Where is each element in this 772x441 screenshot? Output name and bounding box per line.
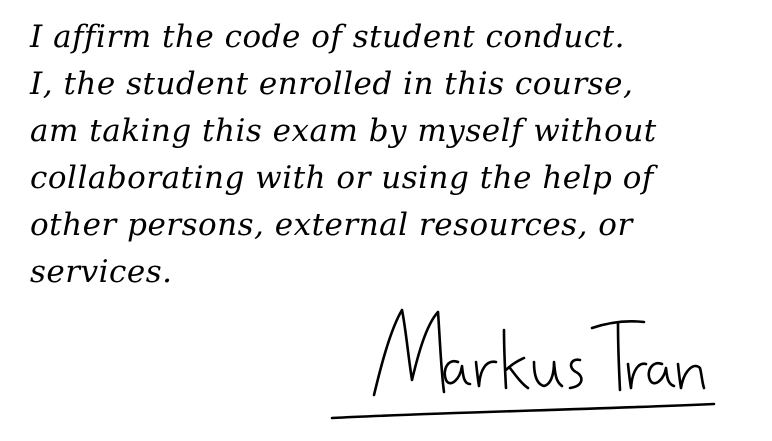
signature-stroke-m — [374, 310, 444, 395]
signature-stroke-r — [476, 362, 496, 386]
signature-block — [330, 300, 720, 425]
signature-stroke-n — [678, 364, 704, 388]
statement-line-6: services. — [30, 254, 173, 290]
statement-line-4: collaborating with or using the help of — [30, 160, 654, 196]
signature-stroke-a — [445, 361, 470, 384]
signature-stroke-s — [570, 360, 581, 388]
signature-stroke-r2 — [628, 364, 646, 388]
signature-stroke-k — [504, 330, 528, 388]
signature-underline — [332, 404, 714, 418]
signature-stroke-t — [592, 321, 644, 390]
signature-graphic — [330, 300, 720, 425]
statement-line-3: am taking this exam by myself without — [30, 113, 657, 149]
honor-statement-text — [30, 14, 760, 296]
statement-line-5: other persons, external resources, or — [30, 207, 633, 243]
statement-line-1: I affirm the code of student conduct. — [30, 19, 625, 55]
signature-stroke-a2 — [649, 363, 674, 386]
statement-line-2: I, the student enrolled in this course, — [30, 66, 634, 102]
signature-stroke-u — [534, 362, 562, 386]
